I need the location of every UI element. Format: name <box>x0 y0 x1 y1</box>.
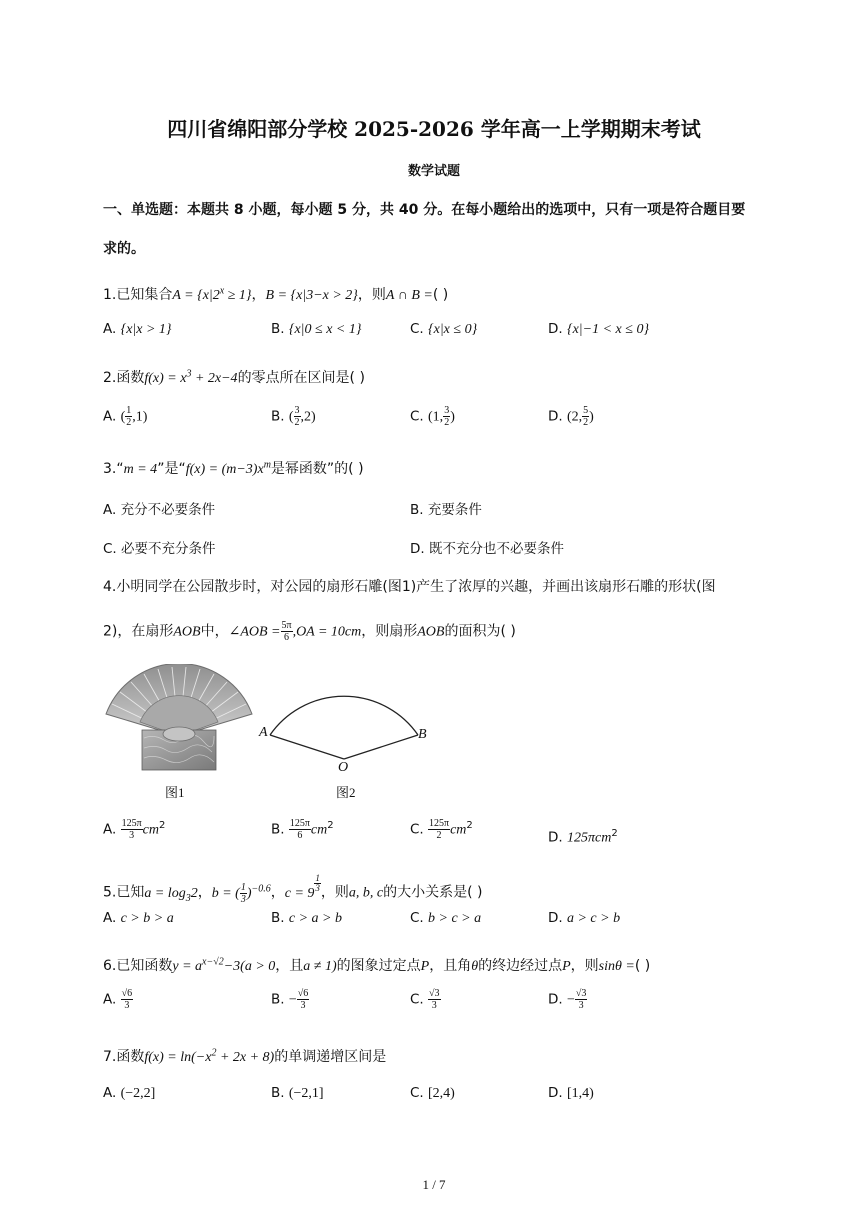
sector-radius-ob <box>344 735 418 759</box>
q5-option-c[interactable]: C. b > c > a <box>410 910 482 926</box>
q2-option-b[interactable]: B. ( $\frac{3}{2}$ ,2) <box>271 405 316 428</box>
question-7-stem: 7.函数$f(x) = \ln(-x^2 + 2x + 8)$的单调递增区间是 <box>103 1047 387 1065</box>
q1-text-b: ，则 <box>357 287 386 303</box>
section-heading-line1: 一、单选题：本题共 8 小题，每小题 5 分，共 40 分。在每小题给出的选项中，只有一项是符合题目要 <box>103 202 746 218</box>
point-a-label: A <box>259 725 268 740</box>
fan-sculpture-image <box>104 664 254 772</box>
q6-option-b[interactable]: B. − $\frac{√6}{3}$ <box>271 988 309 1011</box>
q3-option-d[interactable]: D. 既不充分也不必要条件 <box>410 541 564 557</box>
q1-answer-paren: ( ) <box>432 287 449 303</box>
q7-option-d[interactable]: D. [1,4) <box>548 1085 594 1101</box>
q5-option-b[interactable]: B. c > a > b <box>271 910 342 926</box>
q7-option-c[interactable]: C. [2,4) <box>410 1085 455 1101</box>
question-4-line2: 2)，在扇形AOB中，∠AOB = $\frac{5\pi}{6}$ ,OA = 10cm，则扇形AOB的面积为( ) <box>103 620 516 643</box>
question-1-stem <box>103 284 448 304</box>
q4-option-c[interactable]: C. $\frac{125\pi}{2}$ $cm^2$ <box>410 818 473 841</box>
q1-option-c[interactable]: C. {x|x ≤ 0} <box>410 321 478 337</box>
sector-diagram <box>255 658 435 776</box>
q1-comma: ， <box>251 287 266 303</box>
point-b-label: B <box>418 727 427 742</box>
q1-set-b: B = {x|3−x > 2} <box>265 288 358 303</box>
q1-option-a[interactable]: A. {x|x > 1} <box>103 321 172 337</box>
q4-option-d[interactable]: D. 125πcm$^2$ <box>548 828 618 846</box>
q2-option-d[interactable]: D. (2, $\frac{5}{2}$ ) <box>548 405 594 428</box>
q7-option-b[interactable]: B. (−2,1] <box>271 1085 324 1101</box>
q6-option-c[interactable]: C. $\frac{√3}{3}$ <box>410 988 440 1011</box>
q1-text: 1.已知集合 <box>103 287 173 303</box>
sector-arc <box>270 696 418 735</box>
q7-option-a[interactable]: A. (−2,2] <box>103 1085 156 1101</box>
page-title: 四川省绵阳部分学校 2025-2026 学年高一上学期期末考试 <box>167 117 701 141</box>
figure-2-caption: 图2 <box>336 785 356 800</box>
question-2-stem: 2.函数$f(x) = x^3 + 2x-4$的零点所在区间是( ) <box>103 368 365 386</box>
page-number: 1 / 7 <box>422 1177 446 1192</box>
q3-option-b[interactable]: B. 充要条件 <box>410 502 482 518</box>
q3-option-c[interactable]: C. 必要不充分条件 <box>103 541 216 557</box>
q4-option-b[interactable]: B. $\frac{125\pi}{6}$ $cm^2$ <box>271 818 334 841</box>
q6-option-a[interactable]: A. $\frac{√6}{3}$ <box>103 988 133 1011</box>
point-o-label: O <box>338 760 349 775</box>
q5-option-d[interactable]: D. a > c > b <box>548 910 621 926</box>
q1-option-d[interactable]: D. {x|−1 < x ≤ 0} <box>548 321 650 337</box>
page-subtitle: 数学试题 <box>407 164 460 179</box>
sector-radius-oa <box>270 735 344 759</box>
q5-option-a[interactable]: A. c > b > a <box>103 910 174 926</box>
q2-expr: $f(x) = x^3 + 2x-4$ <box>144 368 238 386</box>
figure-1-caption: 图1 <box>165 785 185 800</box>
q4-option-a[interactable]: A. $\frac{125\pi}{3}$ $cm^2$ <box>103 818 166 841</box>
q6-option-d[interactable]: D. − $\frac{√3}{3}$ <box>548 988 587 1011</box>
section-heading-line2: 求的。 <box>103 241 145 257</box>
q1-option-b[interactable]: B. {x|0 ≤ x < 1} <box>271 321 362 337</box>
q2-option-a[interactable]: A. ( $\frac{1}{2}$ ,1) <box>103 405 148 428</box>
question-3-stem: 3.“m = 4”是“$f(x) = (m-3)x^m$是幂函数”的( ) <box>103 459 364 477</box>
question-6-stem: 6.已知函数$y = a^{x-√2}-3(a > 0$，且a ≠ 1)的图象过定点P，且角θ的终边经过点P，则sinθ =( ) <box>103 956 651 974</box>
q3-option-a[interactable]: A. 充分不必要条件 <box>103 502 216 518</box>
question-5-stem: 5.已知$a = \log_32$，b = ( $\frac{1}{3}$ )$^{-0.6}$，c = 9 $\frac{1}{3}$ ，则a, b, c的大小关系是( ) <box>103 873 483 905</box>
q1-set-a: $A = \{x|2^x \ge 1\}$ <box>172 285 252 303</box>
q2-option-c[interactable]: C. (1, $\frac{3}{2}$ ) <box>410 405 455 428</box>
question-4-line1: 4.小明同学在公园散步时，对公园的扇形石雕(图1)产生了浓厚的兴趣，并画出该扇形石雕的形状(图 <box>103 579 716 595</box>
q1-expr: A ∩ B = <box>385 288 433 303</box>
